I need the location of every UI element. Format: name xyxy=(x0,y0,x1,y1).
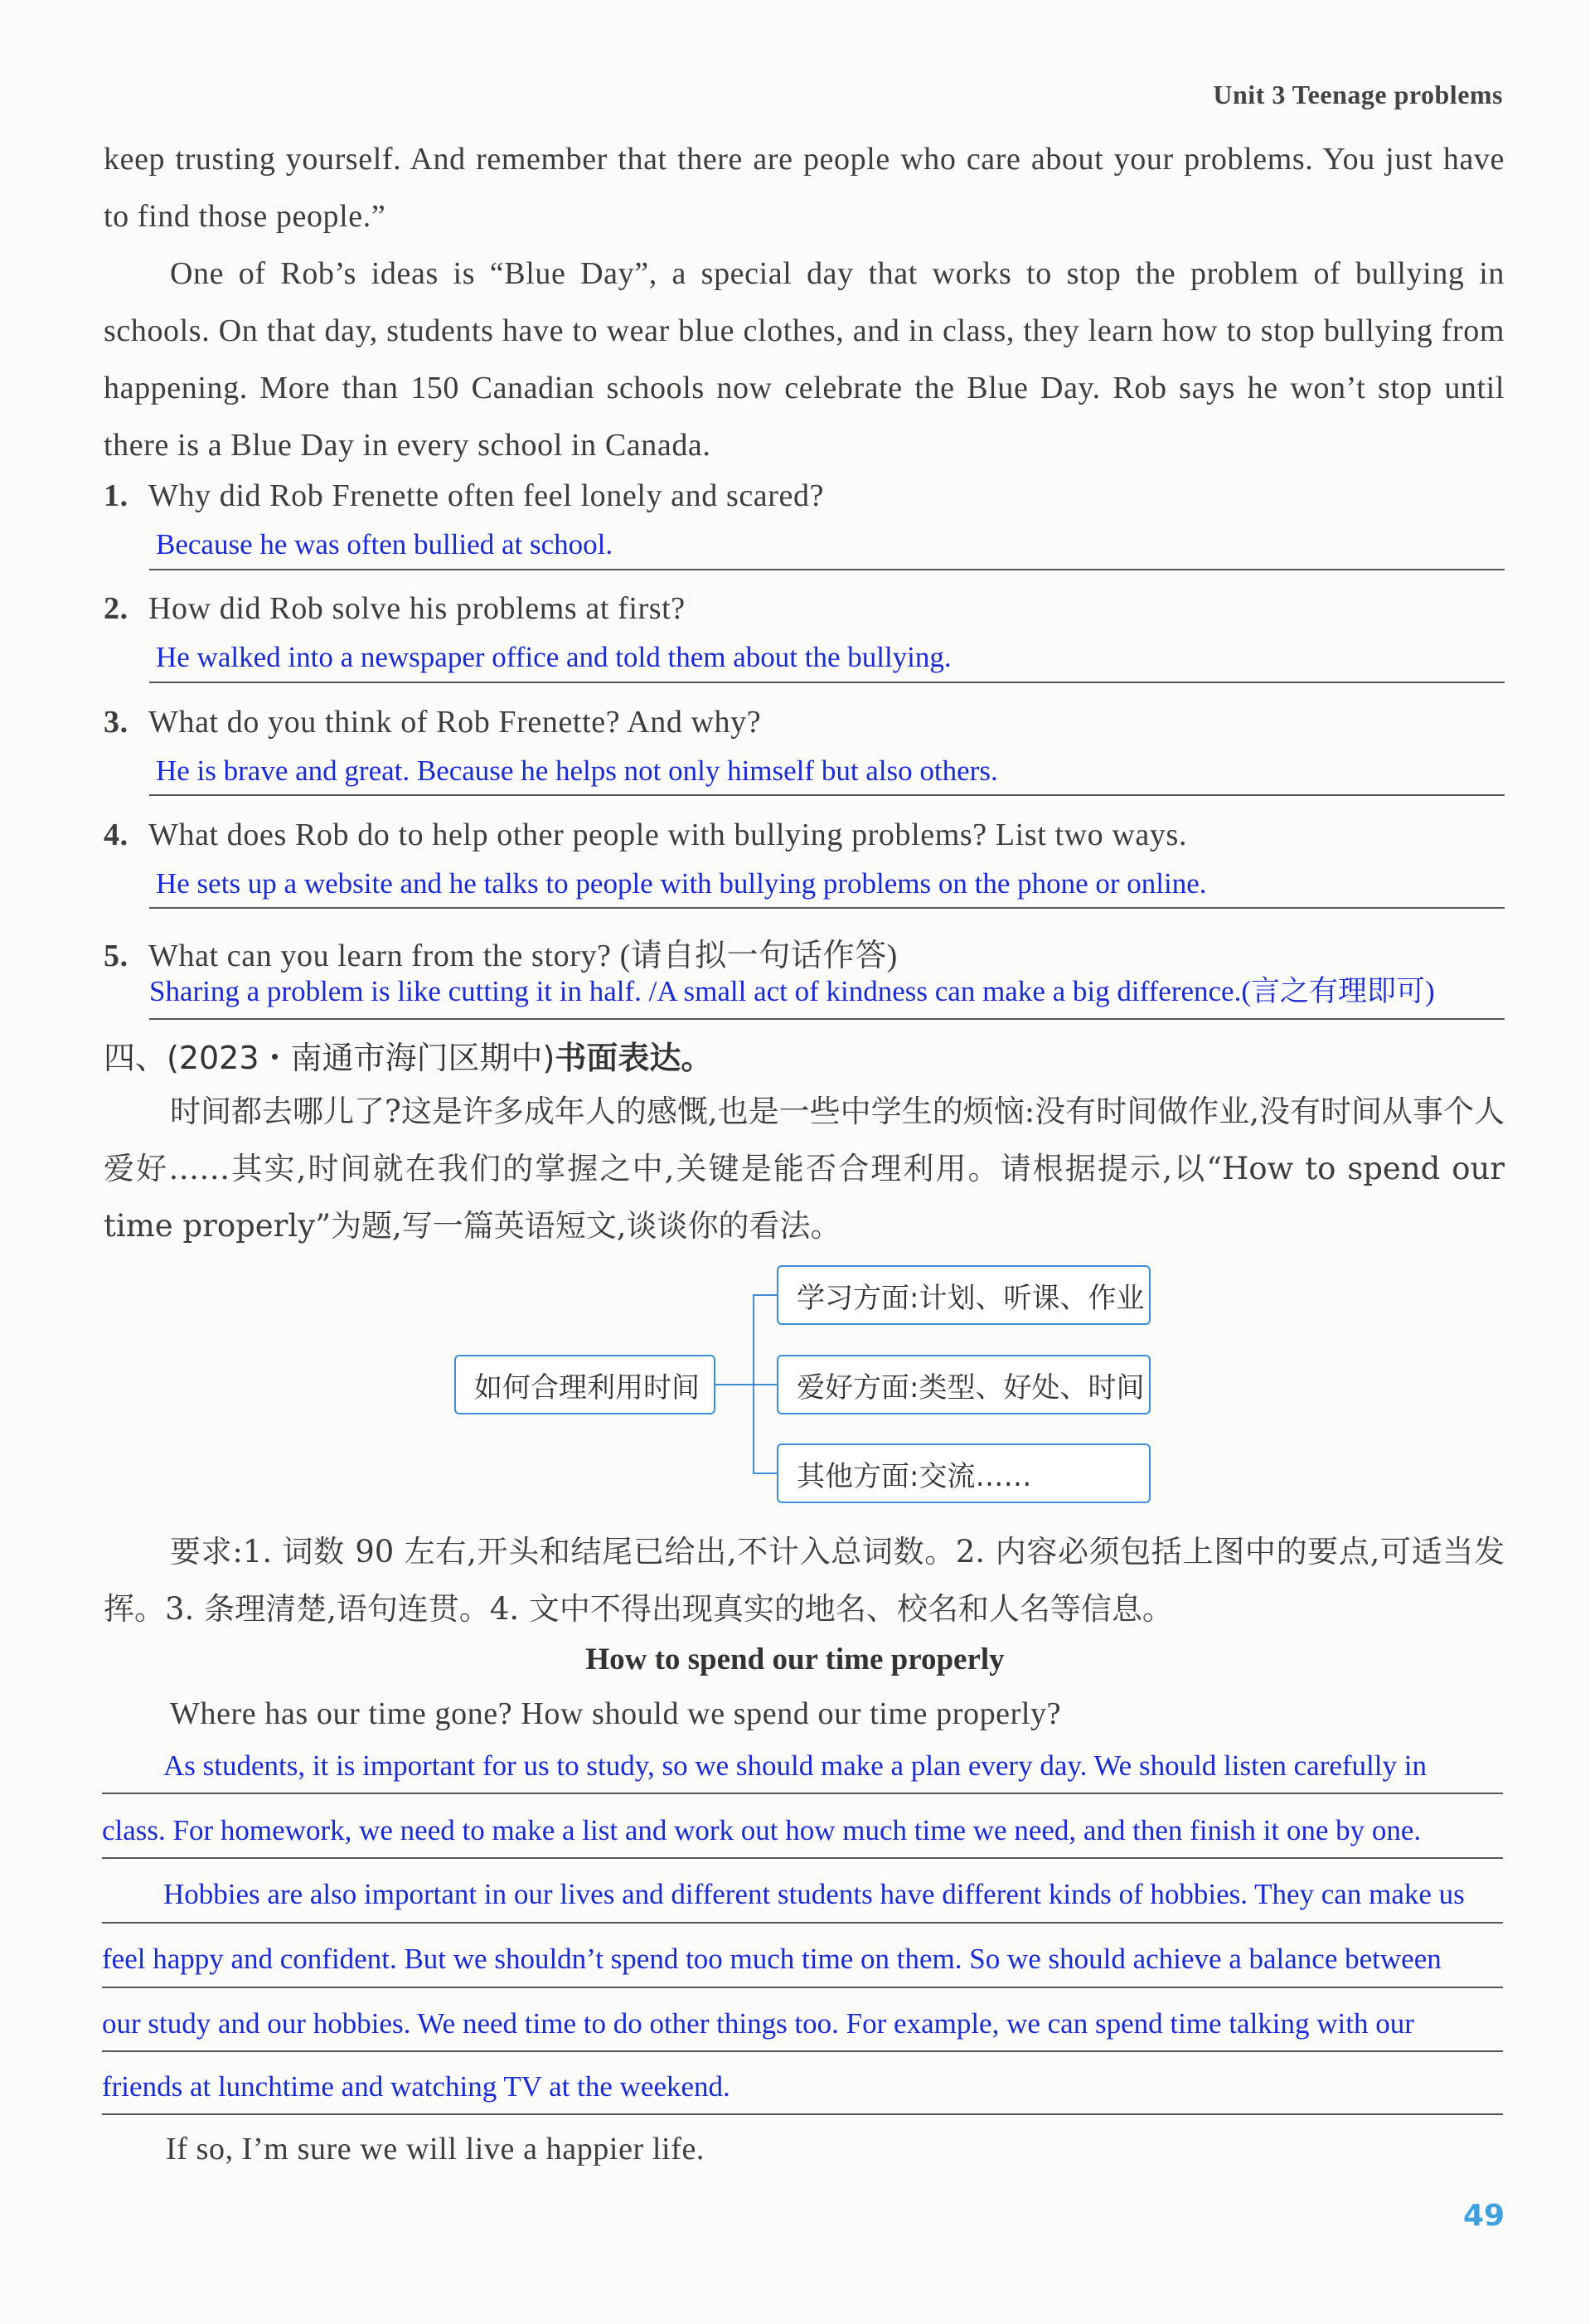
question-text: What does Rob do to help other people with bullying problems? List two ways. xyxy=(148,818,1187,852)
question-4 xyxy=(104,817,1505,853)
section-heading xyxy=(104,1032,712,1078)
answer-4: He sets up a website and he talks to people with bullying problems on the phone or online. xyxy=(156,867,1207,900)
connector xyxy=(753,1473,778,1474)
question-number: 3. xyxy=(104,705,128,740)
passage xyxy=(104,131,1505,474)
section-type: 书面表达。 xyxy=(555,1040,713,1076)
question-number: 5. xyxy=(104,939,128,973)
question-number: 2. xyxy=(104,591,128,626)
essay-line: class. For homework, we need to make a list and work out how much time we need, and then finish it one by one. xyxy=(102,1814,1422,1846)
essay-closing: If so, I’m sure we will live a happier life. xyxy=(166,2132,705,2166)
answer-1: Because he was often bullied at school. xyxy=(156,528,613,560)
question-number: 4. xyxy=(104,818,128,852)
writing-line xyxy=(102,2050,1503,2052)
writing-line xyxy=(102,1857,1503,1859)
essay-line: Hobbies are also important in our lives and different students have different kinds of hobbies. They can make us xyxy=(163,1878,1465,1910)
mind-map-branch-study: 学习方面:计划、听课、作业 xyxy=(777,1265,1151,1325)
question-text: What do you think of Rob Frenette? And why? xyxy=(148,705,762,740)
passage-paragraph: One of Rob’s ideas is “Blue Day”, a special day that works to stop the problem of bullying in schools. On that day, students have to wear blue clothes, and in class, they learn how to stop bullying from happening. More than 150 Canadian schools now celebrate the Blue Day. Rob says he won’t stop until there is a Blue Day in every school in Canada. xyxy=(104,256,1505,463)
answer-line xyxy=(149,794,1505,796)
requirements-text: 要求:1. 词数 90 左右,开头和结尾已给出,不计入总词数。2. 内容必须包括上图中的要点,可适当发挥。3. 条理清楚,语句连贯。4. 文中不得出现真实的地名、校名和人名等信息。 xyxy=(104,1534,1505,1627)
connector xyxy=(753,1294,778,1296)
prompt-text: 时间都去哪儿了?这是许多成年人的感慨,也是一些中学生的烦恼:没有时间做作业,没有时间从事个人爱好……其实,时间就在我们的掌握之中,关键是能否合理利用。请根据提示,以“How to spend our time properly”为题,写一篇英语短文,谈谈你的看法。 xyxy=(104,1094,1505,1244)
answer-3: He is brave and great. Because he helps not only himself but also others. xyxy=(156,754,998,787)
question-2 xyxy=(104,590,1505,627)
requirements xyxy=(104,1523,1505,1637)
running-head: Unit 3 Teenage problems xyxy=(1213,80,1503,109)
answer-2: He walked into a newspaper office and told them about the bullying. xyxy=(156,641,952,673)
answer-line xyxy=(149,907,1505,909)
question-text: Why did Rob Frenette often feel lonely and scared? xyxy=(148,478,825,513)
essay-line: feel happy and confident. But we shouldn’t spend too much time on them. So we should achieve a balance between xyxy=(102,1943,1442,1975)
mind-map-root: 如何合理利用时间 xyxy=(454,1355,715,1414)
writing-line xyxy=(102,1922,1503,1924)
section-label: 四、(2023・南通市海门区期中) xyxy=(104,1040,555,1076)
essay-line: our study and our hobbies. We need time to do other things too. For example, we can spend time talking with our xyxy=(102,2007,1414,2040)
writing-line xyxy=(102,1793,1503,1794)
question-5 xyxy=(104,929,1505,975)
writing-line xyxy=(102,1987,1503,1988)
answer-line xyxy=(149,569,1505,570)
answer-5: Sharing a problem is like cutting it in half. /A small act of kindness can make a big difference.(言之有理即可) xyxy=(149,975,1435,1007)
mind-map-branch-other: 其他方面:交流…… xyxy=(777,1443,1151,1503)
answer-line xyxy=(149,1018,1505,1020)
answer-line xyxy=(149,682,1505,683)
essay-line: friends at lunchtime and watching TV at the weekend. xyxy=(102,2070,730,2103)
question-text: How did Rob solve his problems at first? xyxy=(148,591,686,626)
mind-map-branch-hobbies: 爱好方面:类型、好处、时间 xyxy=(777,1355,1151,1414)
essay-opening: Where has our time gone? How should we spend our time properly? xyxy=(170,1696,1062,1731)
passage-paragraph: keep trusting yourself. And remember that there are people who care about your problems. You just have to find those people.” xyxy=(104,142,1505,234)
question-number: 1. xyxy=(104,478,128,513)
connector xyxy=(753,1384,778,1385)
question-1 xyxy=(104,478,1505,514)
essay-line: As students, it is important for us to study, so we should make a plan every day. We should listen carefully in xyxy=(163,1749,1427,1782)
connector xyxy=(715,1384,754,1385)
writing-line xyxy=(102,2113,1503,2115)
question-3 xyxy=(104,704,1505,740)
writing-prompt xyxy=(104,1083,1505,1254)
essay-title: How to spend our time properly xyxy=(585,1642,1005,1676)
page-number: 49 xyxy=(1462,2199,1505,2233)
question-text: What can you learn from the story? (请自拟一句话作答) xyxy=(148,939,898,973)
